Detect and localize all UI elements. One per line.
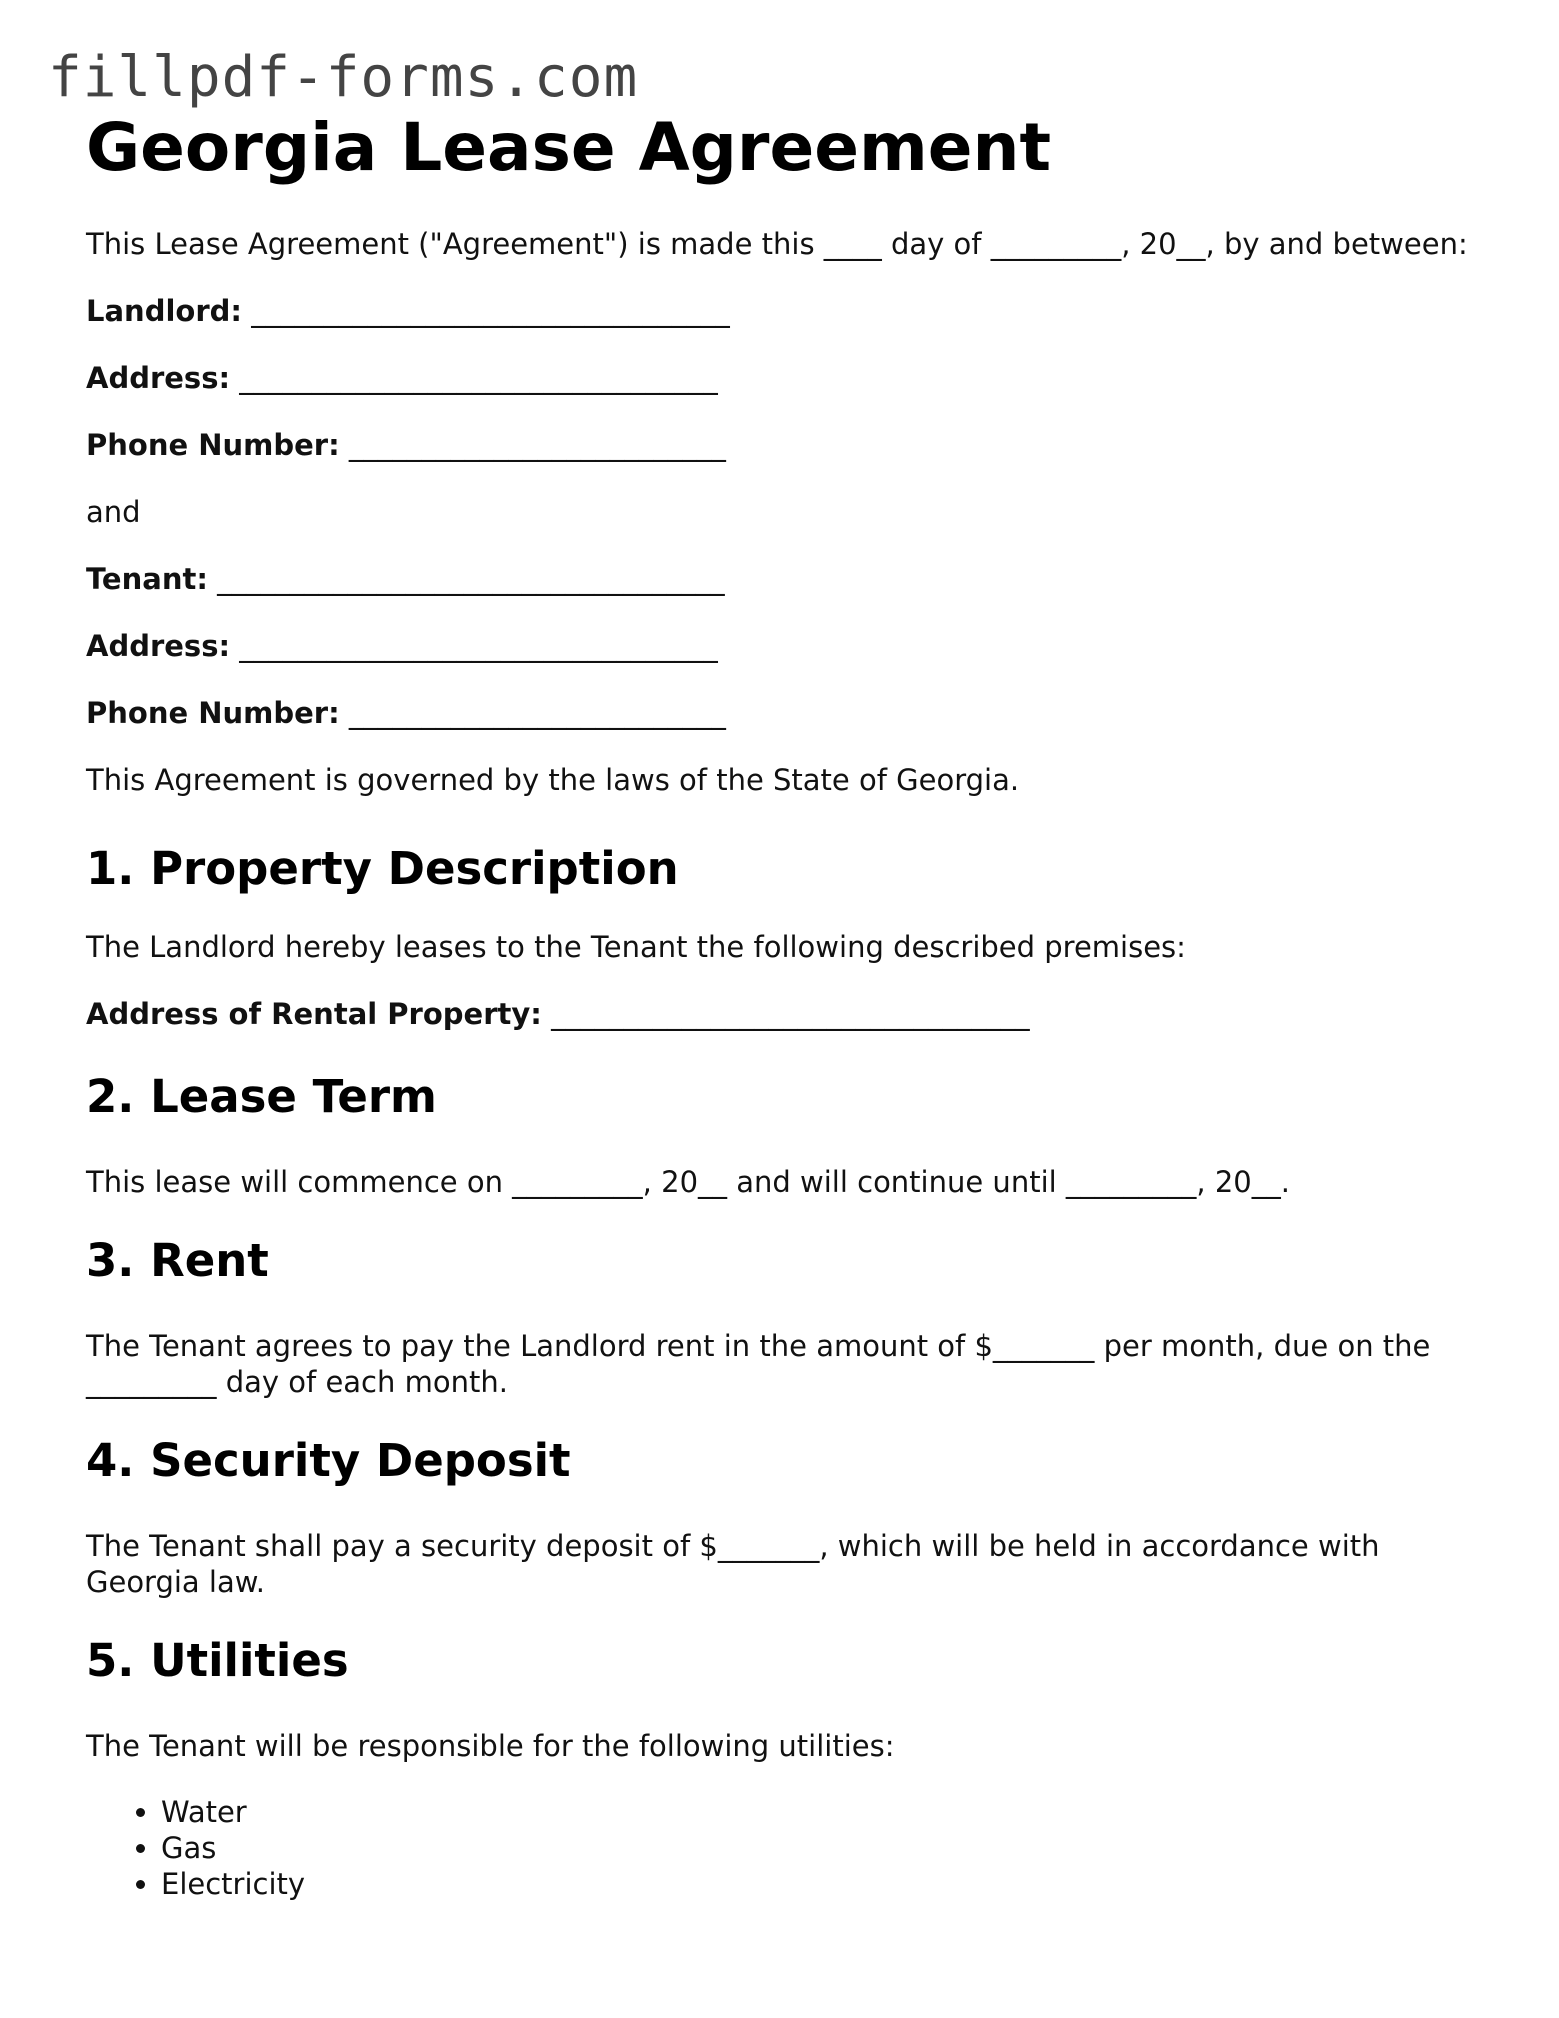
watermark: fillpdf-forms.com	[48, 45, 639, 110]
tenant-address-blank[interactable]: _________________________________	[239, 628, 718, 663]
document-title: Georgia Lease Agreement	[86, 109, 1052, 186]
landlord-phone-blank[interactable]: __________________________	[348, 427, 726, 462]
tenant-name-field	[86, 561, 1486, 597]
property-section-heading: 1. Property Description	[86, 841, 679, 895]
landlord-address-field	[86, 360, 1486, 396]
property-section-text: The Landlord hereby leases to the Tenant the following described premises:	[86, 929, 1186, 964]
tenant-address-field	[86, 628, 1486, 664]
landlord-name-label: Landlord:	[86, 293, 242, 328]
landlord-phone-label: Phone Number:	[86, 427, 340, 462]
rental-address-blank[interactable]: _________________________________	[551, 996, 1030, 1031]
lease-term-heading: 2. Lease Term	[86, 1069, 437, 1123]
security-deposit-text: The Tenant shall pay a security deposit of $_______, which will be held in accordance with Georgia law.	[86, 1528, 1380, 1599]
and-text: and	[86, 494, 141, 529]
lease-term-text: This lease will commence on _________, 20__ and will continue until _________, 20__.	[86, 1164, 1290, 1199]
tenant-name-label: Tenant:	[86, 561, 208, 596]
landlord-name-field	[86, 293, 1486, 329]
landlord-name-blank[interactable]: _________________________________	[251, 293, 730, 328]
list-item: • Electricity	[161, 1866, 1486, 1902]
landlord-address-label: Address:	[86, 360, 231, 395]
utilities-heading: 5. Utilities	[86, 1633, 349, 1687]
tenant-phone-field	[86, 695, 1486, 731]
tenant-name-blank[interactable]: ___________________________________	[217, 561, 725, 596]
tenant-phone-label: Phone Number:	[86, 695, 340, 730]
tenant-phone-blank[interactable]: __________________________	[348, 695, 726, 730]
landlord-address-blank[interactable]: _________________________________	[239, 360, 718, 395]
utilities-text: The Tenant will be responsible for the following utilities:	[86, 1728, 895, 1763]
list-item: • Water	[161, 1794, 1486, 1830]
rental-address-label: Address of Rental Property:	[86, 996, 542, 1031]
rental-address-field	[86, 996, 1486, 1032]
tenant-address-label: Address:	[86, 628, 231, 663]
utilities-list	[86, 1794, 1486, 1902]
rent-text: The Tenant agrees to pay the Landlord rent in the amount of $_______ per month, due on the _________ day of each month.	[86, 1328, 1431, 1399]
list-item: • Gas	[161, 1830, 1486, 1866]
intro-paragraph: This Lease Agreement ("Agreement") is made this ____ day of _________, 20__, by and between:	[86, 226, 1468, 261]
governing-law-text: This Agreement is governed by the laws of the State of Georgia.	[86, 762, 1020, 797]
landlord-phone-field	[86, 427, 1486, 463]
rent-heading: 3. Rent	[86, 1233, 269, 1287]
security-deposit-heading: 4. Security Deposit	[86, 1433, 571, 1487]
document-page	[86, 110, 1486, 1902]
